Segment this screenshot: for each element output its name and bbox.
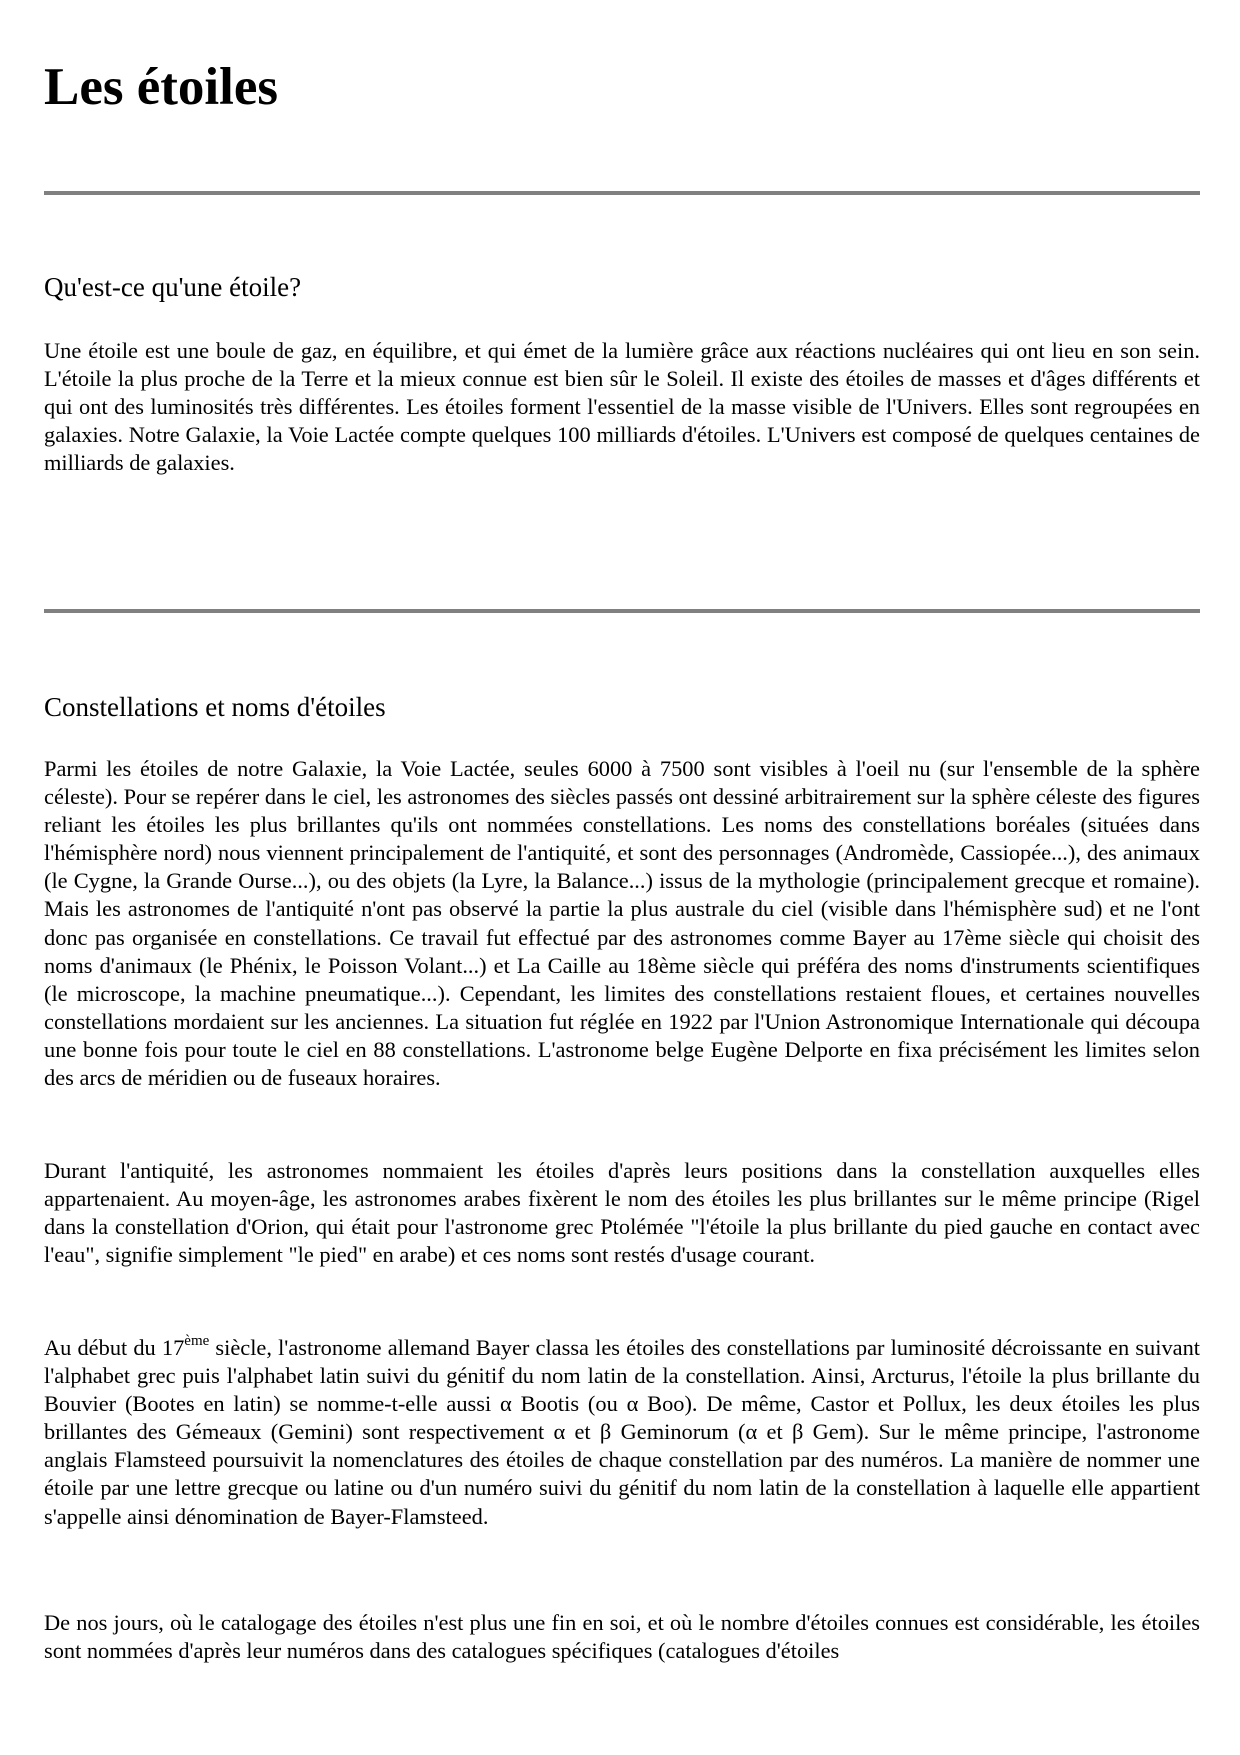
horizontal-rule bbox=[44, 609, 1200, 613]
section-heading-what-is-a-star: Qu'est-ce qu'une étoile? bbox=[44, 272, 302, 302]
paragraph-text: Au début du 17 bbox=[44, 1335, 185, 1360]
paragraph-text: siècle, l'astronome allemand Bayer classa les étoiles des constellations par luminosité décroissante en suivant l'alphabet grec puis l'alphabet latin suivi du génitif du nom latin de la constellation. Ainsi, Arcturus, l'étoile la plus brillante du Bouvier (Bootes en latin) se nomme-t-elle aussi α Bootis (ou α Boo). De même, Castor et Pollux, les deux étoiles les plus brillantes des Gémeaux (Gemini) sont respectivement α et β Geminorum (α et β Gem). Sur le même principe, l'astronome anglais Flamsteed poursuivit la nomenclatures des étoiles de chaque constellation par des numéros. La manière de nommer une étoile par une lettre grecque ou latine ou d'un numéro suivi du génitif du nom latin de la constellation à laquelle elle appartient s'appelle ainsi dénomination de Bayer-Flamsteed. bbox=[44, 1335, 1201, 1529]
section-heading-constellations: Constellations et noms d'étoiles bbox=[44, 692, 386, 722]
paragraph-constellations: Parmi les étoiles de notre Galaxie, la Voie Lactée, seules 6000 à 7500 sont visibles à l'oeil nu (sur l'ensemble de la sphère céleste). Pour se repérer dans le ciel, les astronomes des siècles passés ont dessiné arbitrairement sur la sphère céleste des figures reliant les étoiles les plus brillantes qu'ils ont nommées constellations. Les noms des constellations boréales (situées dans l'hémisphère nord) nous viennent principalement de l'antiquité, et sont des personnages (Andromède, Cassiopée...), des animaux (le Cygne, la Grande Ourse...), ou des objets (la Lyre, la Balance...) issus de la mythologie (principalement grecque et romaine). Mais les astronomes de l'antiquité n'ont pas observé la partie la plus australe du ciel (visible dans l'hémisphère sud) et ne l'ont donc pas organisée en constellations. Ce travail fut effectué par des astronomes comme Bayer au 17ème siècle qui choisit des noms d'animaux (le Phénix, le Poisson Volant...) et La Caille au 18ème siècle qui préféra des noms d'instruments scientifiques (le microscope, la machine pneumatique...). Cependant, les limites des constellations restaient floues, et certaines nouvelles constellations mordaient sur les anciennes. La situation fut réglée en 1922 par l'Union Astronomique Internationale qui découpa une bonne fois pour toute le ciel en 88 constellations. L'astronome belge Eugène Delporte en fixa précisément les limites selon des arcs de méridien ou de fuseaux horaires. bbox=[44, 756, 1200, 1091]
ordinal-superscript: ème bbox=[184, 1333, 210, 1349]
horizontal-rule bbox=[44, 191, 1200, 195]
paragraph-catalogues: De nos jours, où le catalogage des étoiles n'est plus une fin en soi, et où le nombre d'étoiles connues est considérable, les étoiles sont nommées d'après leur numéros dans des catalogues spécifiques (catalogues d'étoiles bbox=[44, 1610, 1200, 1664]
paragraph-bayer-flamsteed bbox=[44, 1334, 1200, 1531]
page-title: Les étoiles bbox=[44, 58, 279, 116]
paragraph-star-definition: Une étoile est une boule de gaz, en équilibre, et qui émet de la lumière grâce aux réactions nucléaires qui ont lieu en son sein. L'étoile la plus proche de la Terre et la mieux connue est bien sûr le Soleil. Il existe des étoiles de masses et d'âges différents et qui ont des luminosités très différentes. Les étoiles forment l'essentiel de la masse visible de l'Univers. Elles sont regroupées en galaxies. Notre Galaxie, la Voie Lactée compte quelques 100 milliards d'étoiles. L'Univers est composé de quelques centaines de milliards de galaxies. bbox=[44, 338, 1200, 476]
paragraph-antiquity-names: Durant l'antiquité, les astronomes nommaient les étoiles d'après leurs positions dans la constellation auxquelles elles appartenaient. Au moyen-âge, les astronomes arabes fixèrent le nom des étoiles les plus brillantes sur le même principe (Rigel dans la constellation d'Orion, qui était pour l'astronome grec Ptolémée "l'étoile la plus brillante du pied gauche en contact avec l'eau", signifie simplement "le pied" en arabe) et ces noms sont restés d'usage courant. bbox=[44, 1158, 1200, 1268]
